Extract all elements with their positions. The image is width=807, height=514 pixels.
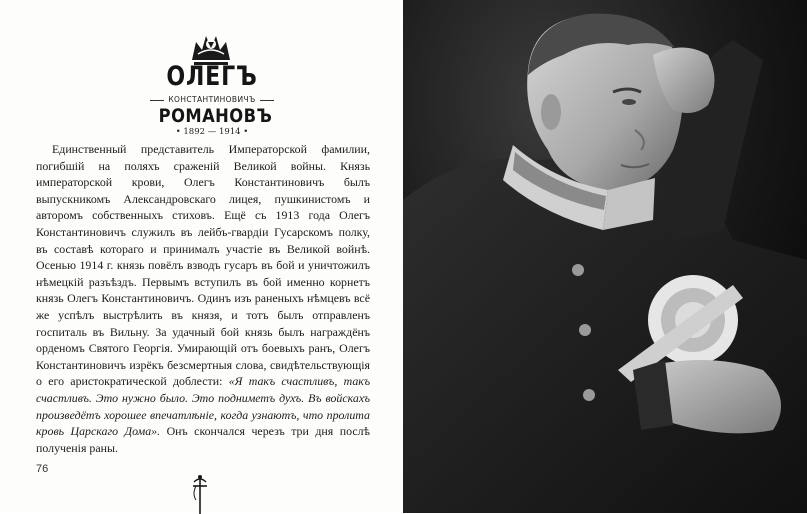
saber-icon [186,474,214,514]
biography-text-after-quote: Онъ скончался черезъ три дня послѣ полученія раны. [36,424,371,455]
page-number: 76 [36,463,49,475]
divider-right [260,100,274,101]
portrait-photo [403,0,807,513]
title-patronymic: КОНСТАНТИНОВИЧЪ [168,95,256,104]
title-first-name: ОЛЕГЪ [166,61,258,92]
biography-text [36,141,370,456]
biography-text-before-quote: Единственный представитель Императорской фамилии, погибшій на поляхъ сраженій Великой войны. Князь императорской крови, Олегъ Константиновичъ былъ выпускникомъ Александровскаго лицея, пушкинистомъ и авторомъ собственныхъ стиховъ. Ещё съ 1913 года Олегъ Константиновичъ служилъ въ лейбъ-гвардіи Гусарскомъ полку, въ составѣ котораго и принималъ участіе въ Великой войнѣ. Осенью 1914 г. князь повёлъ взводъ гусаръ въ бой и уничтожилъ нѣмецкій разъѣздъ. Первымъ вступилъ въ бой именно корнетъ князь Олегъ Константиновичъ. Одинъ изъ раненыхъ нѣмцевъ всё же успѣлъ выстрѣлить въ князя, и тотъ былъ отправленъ госпиталь въ Вильну. За удачный бой князь былъ награждёнъ орденомъ Святого Георгія. Умирающій отъ боевыхъ ранъ, Олегъ Константиновичъ изрёкъ безсмертныя слова, свидѣтельствующія о его аристократической доблести: [36,142,370,389]
right-page [403,0,807,513]
divider-left [150,100,164,101]
left-page [0,0,403,513]
life-years: • 1892 — 1914 • [175,127,249,137]
biography-paragraph [36,141,370,456]
title-surname: РОМАНОВЪ [158,105,273,127]
biography-quote: «Я такъ счастливъ, такъ счастливъ. Это нужно было. Это подниметъ духъ. Въ войскахъ произведётъ хорошее впечатлѣніе, когда узнаютъ, что пролита кровь Царскаго Дома». [36,374,370,439]
